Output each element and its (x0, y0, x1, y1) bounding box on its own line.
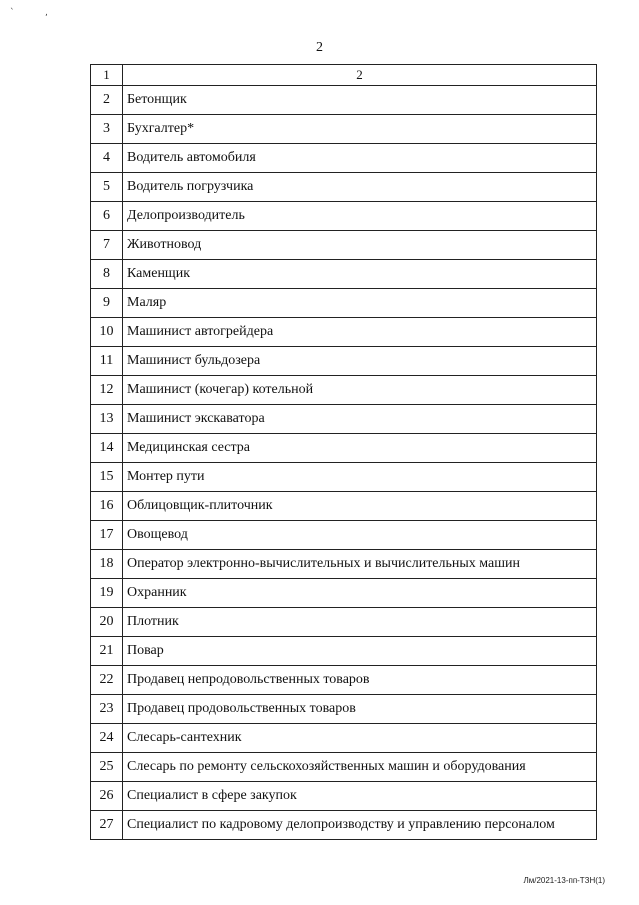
profession-name: Облицовщик-плиточник (123, 492, 597, 521)
row-number: 25 (91, 753, 123, 782)
profession-name: Машинист автогрейдера (123, 318, 597, 347)
table-row (91, 115, 597, 144)
scan-mark: , (45, 8, 48, 18)
table-row (91, 202, 597, 231)
table-row (91, 376, 597, 405)
row-number: 3 (91, 115, 123, 144)
row-number: 23 (91, 695, 123, 724)
row-number: 21 (91, 637, 123, 666)
row-number: 27 (91, 811, 123, 840)
table-row (91, 347, 597, 376)
table-row (91, 550, 597, 579)
profession-name: Овощевод (123, 521, 597, 550)
table-row (91, 811, 597, 840)
row-number: 11 (91, 347, 123, 376)
row-number: 22 (91, 666, 123, 695)
row-number: 24 (91, 724, 123, 753)
table-row (91, 434, 597, 463)
table-row (91, 579, 597, 608)
profession-name: Специалист по кадровому делопроизводству и управлению персоналом (123, 811, 597, 840)
table-row (91, 173, 597, 202)
table-header-row (91, 65, 597, 86)
profession-name: Делопроизводитель (123, 202, 597, 231)
page-number: 2 (316, 40, 323, 55)
table-row (91, 637, 597, 666)
table-row (91, 463, 597, 492)
profession-name: Повар (123, 637, 597, 666)
profession-name: Продавец продовольственных товаров (123, 695, 597, 724)
row-number: 2 (91, 86, 123, 115)
table-row (91, 289, 597, 318)
row-number: 8 (91, 260, 123, 289)
profession-name: Медицинская сестра (123, 434, 597, 463)
profession-name: Водитель погрузчика (123, 173, 597, 202)
profession-name: Бухгалтер* (123, 115, 597, 144)
table-row (91, 144, 597, 173)
row-number: 19 (91, 579, 123, 608)
table-row (91, 405, 597, 434)
row-number: 5 (91, 173, 123, 202)
row-number: 10 (91, 318, 123, 347)
row-number: 9 (91, 289, 123, 318)
scan-mark: ` (10, 8, 15, 18)
table-row (91, 724, 597, 753)
profession-table (90, 64, 597, 840)
row-number: 20 (91, 608, 123, 637)
profession-name: Машинист (кочегар) котельной (123, 376, 597, 405)
profession-name: Монтер пути (123, 463, 597, 492)
row-number: 17 (91, 521, 123, 550)
profession-name: Бетонщик (123, 86, 597, 115)
profession-name: Слесарь-сантехник (123, 724, 597, 753)
profession-name: Охранник (123, 579, 597, 608)
header-cell-number: 1 (91, 65, 123, 86)
row-number: 26 (91, 782, 123, 811)
table-row (91, 260, 597, 289)
header-cell-name: 2 (123, 65, 597, 86)
table-row (91, 492, 597, 521)
document-code: Лм/2021-13-пп-ТЗН(1) (523, 876, 605, 885)
row-number: 16 (91, 492, 123, 521)
row-number: 4 (91, 144, 123, 173)
profession-name: Животновод (123, 231, 597, 260)
row-number: 14 (91, 434, 123, 463)
table-row (91, 608, 597, 637)
profession-name: Специалист в сфере закупок (123, 782, 597, 811)
row-number: 6 (91, 202, 123, 231)
profession-name: Продавец непродовольственных товаров (123, 666, 597, 695)
profession-name: Водитель автомобиля (123, 144, 597, 173)
table-row (91, 231, 597, 260)
row-number: 7 (91, 231, 123, 260)
row-number: 15 (91, 463, 123, 492)
table-row (91, 695, 597, 724)
profession-name: Маляр (123, 289, 597, 318)
table-row (91, 521, 597, 550)
profession-name: Машинист экскаватора (123, 405, 597, 434)
profession-name: Плотник (123, 608, 597, 637)
row-number: 12 (91, 376, 123, 405)
row-number: 18 (91, 550, 123, 579)
row-number: 13 (91, 405, 123, 434)
profession-name: Оператор электронно-вычислительных и вычислительных машин (123, 550, 597, 579)
table-row (91, 753, 597, 782)
table-row (91, 666, 597, 695)
profession-name: Каменщик (123, 260, 597, 289)
profession-name: Слесарь по ремонту сельскохозяйственных машин и оборудования (123, 753, 597, 782)
table-row (91, 318, 597, 347)
table-row (91, 782, 597, 811)
table-row (91, 86, 597, 115)
profession-name: Машинист бульдозера (123, 347, 597, 376)
